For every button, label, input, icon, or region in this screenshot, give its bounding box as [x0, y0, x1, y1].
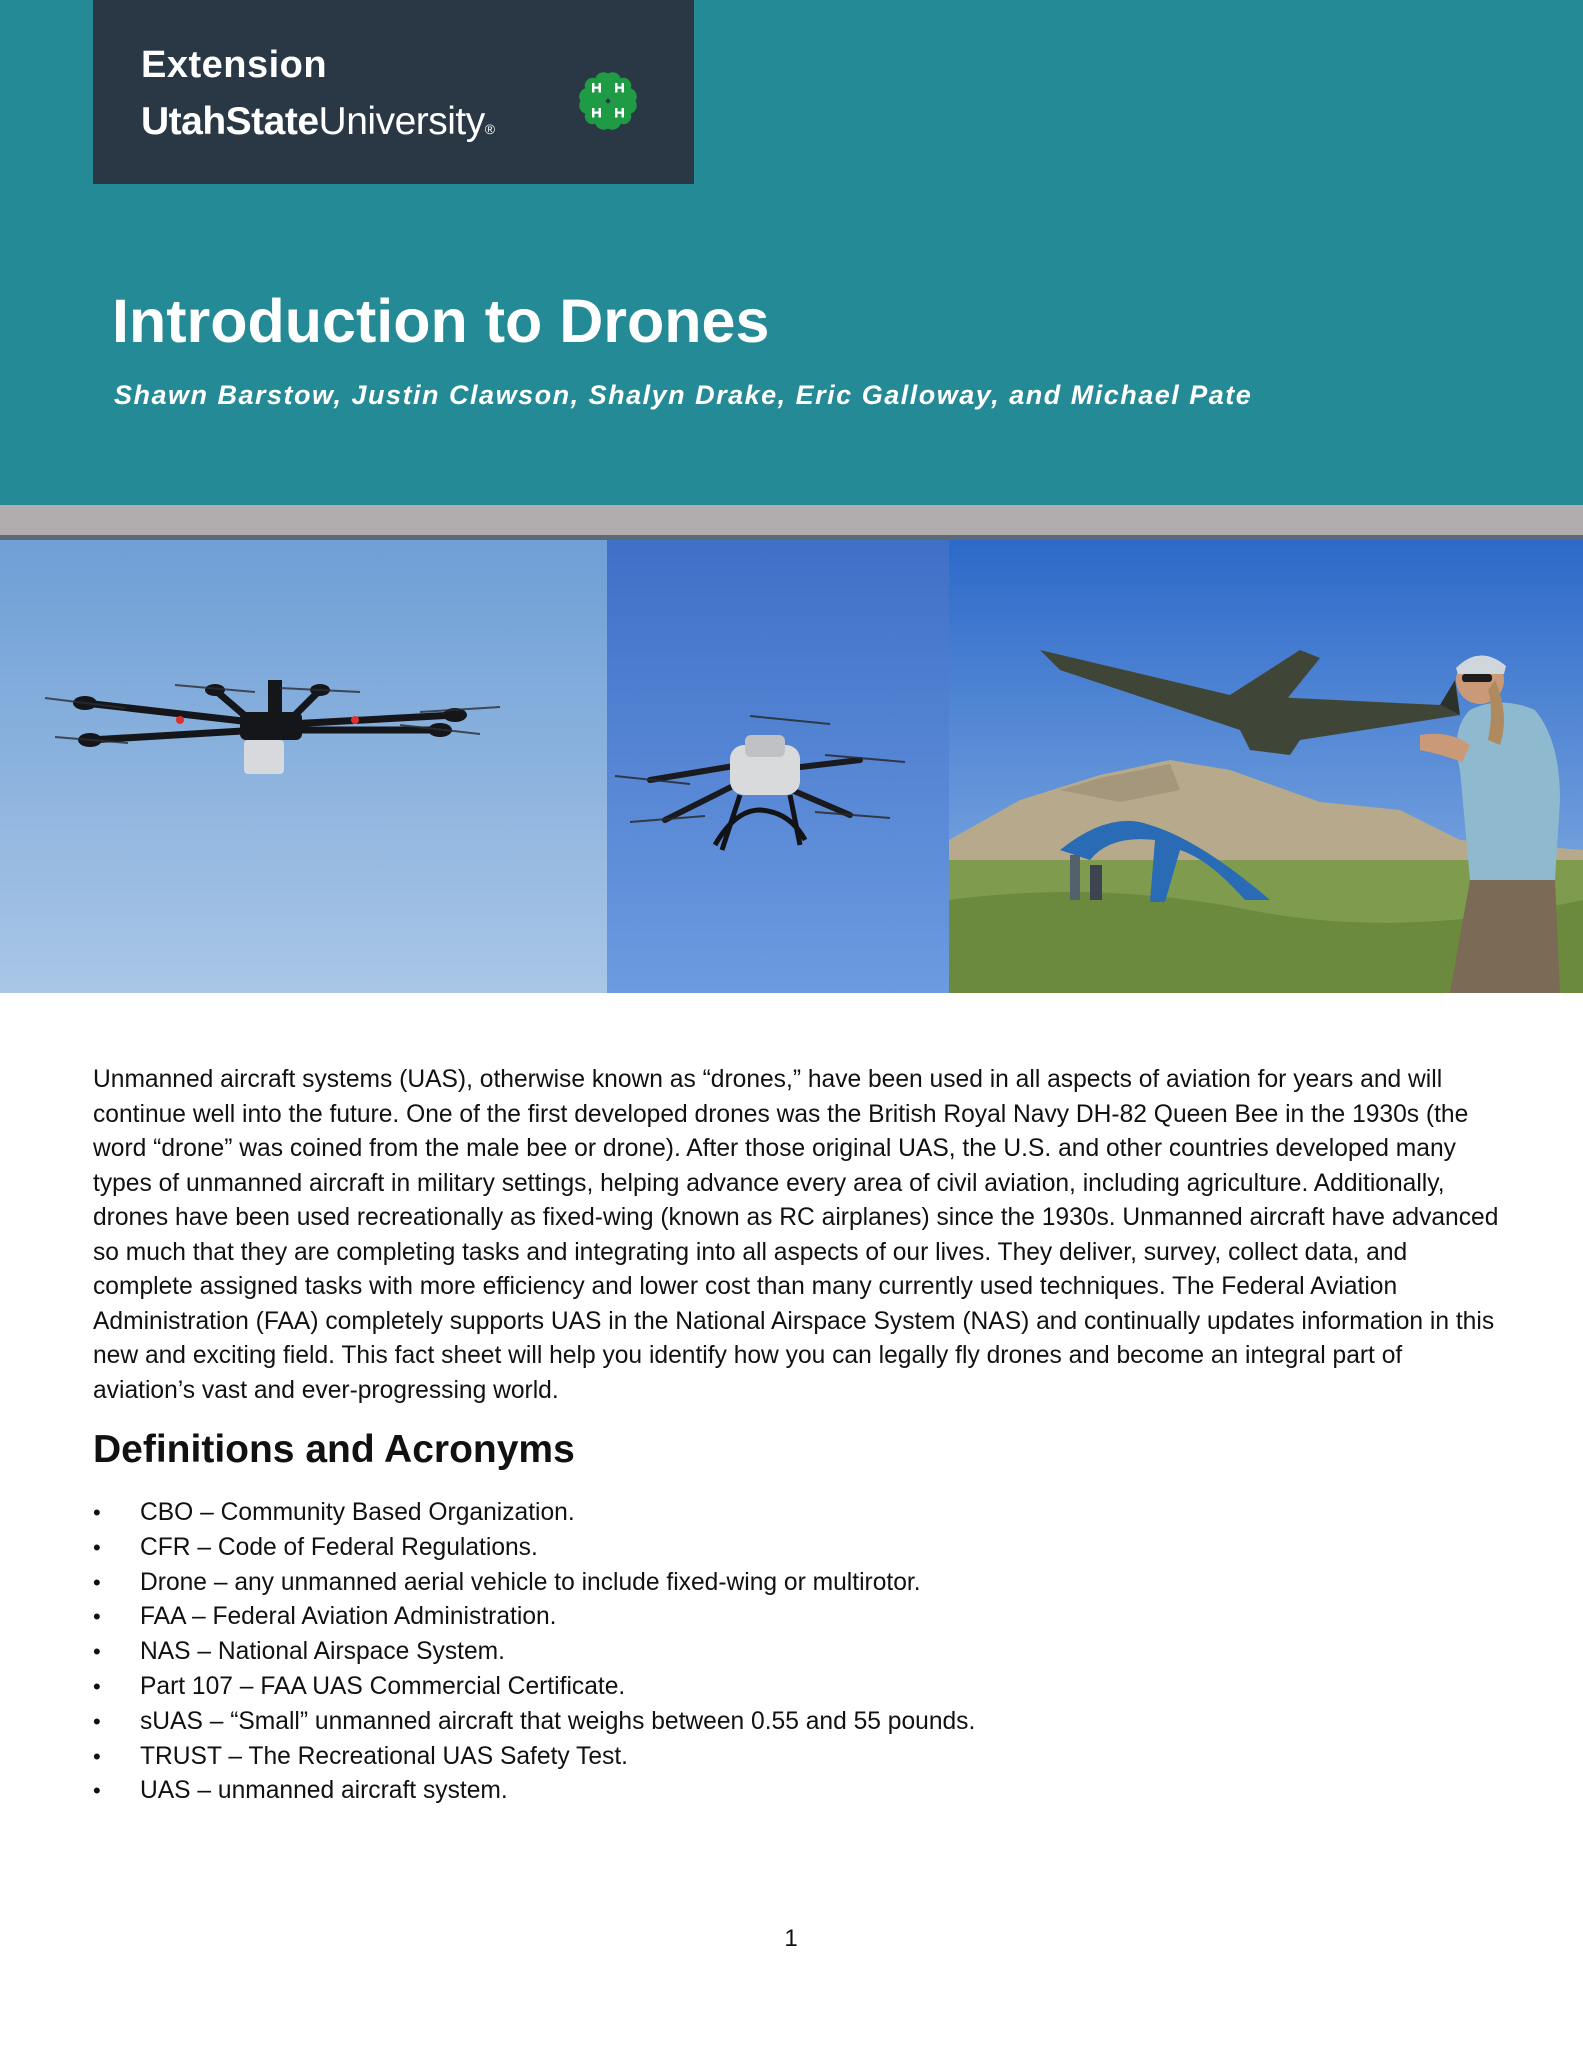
definition-text: sUAS – “Small” unmanned aircraft that weighs between 0.55 and 55 pounds.: [140, 1707, 976, 1735]
hexacopter-photo: [0, 540, 607, 993]
list-item: [93, 1531, 975, 1566]
logo-utahstate-text: UtahState: [141, 100, 319, 143]
bullet: •: [93, 1708, 101, 1734]
definition-text: CBO – Community Based Organization.: [140, 1499, 575, 1526]
intro-paragraph: Unmanned aircraft systems (UAS), otherwise known as “drones,” have been used in all aspects of aviation for years and will continue well into the future. One of the first developed drones was the British Royal Navy DH-82 Queen Bee in the 1930s (the word “drone” was coined from the male bee or drone). After those original UAS, the U.S. and other countries developed many types of unmanned aircraft in military settings, helping advance every area of civil aviation, including agriculture. Additionally, drones have been used recreationally as fixed-wing (known as RC airplanes) since the 1930s. Unmanned aircraft have advanced so much that they are completing tasks and integrating into all aspects of our lives. They deliver, survey, collect data, and complete assigned tasks with more efficiency and lower cost than many currently used techniques. The Federal Aviation Administration (FAA) completely supports UAS in the National Airspace System (NAS) and continually updates information in this new and exciting field. This fact sheet will help you identify how you can legally fly drones and become an integral part of aviation’s vast and ever-progressing world.: [93, 1066, 1499, 1404]
list-item: [93, 1670, 975, 1705]
gray-divider-band: [0, 505, 1583, 535]
4-h-clover-icon: [573, 66, 643, 136]
bullet: •: [93, 1778, 101, 1804]
bullet: •: [93, 1604, 101, 1630]
definition-text: UAS – unmanned aircraft system.: [140, 1777, 508, 1805]
logo-university-word: University: [318, 100, 485, 143]
bullet: •: [93, 1569, 101, 1595]
bullet: •: [93, 1673, 101, 1699]
definition-text: TRUST – The Recreational UAS Safety Test.: [140, 1742, 628, 1770]
document-title: Introduction to Drones: [112, 287, 770, 355]
document-authors: Shawn Barstow, Justin Clawson, Shalyn Drake, Eric Galloway, and Michael Pate: [114, 380, 1253, 410]
definitions-list: [93, 1496, 975, 1809]
spray-drone-photo: [607, 540, 949, 993]
usu-extension-logo: [93, 0, 694, 184]
definition-text: Drone – any unmanned aerial vehicle to include fixed-wing or multirotor.: [140, 1568, 921, 1596]
definition-text: NAS – National Airspace System.: [140, 1638, 505, 1666]
logo-extension-text: Extension: [141, 44, 328, 86]
definition-text: FAA – Federal Aviation Administration.: [140, 1603, 557, 1631]
list-item: [93, 1566, 975, 1601]
registered-mark: ®: [484, 121, 495, 137]
list-item: [93, 1740, 975, 1775]
definition-text: Part 107 – FAA UAS Commercial Certificate.: [140, 1672, 626, 1700]
bullet: •: [93, 1500, 101, 1525]
definition-text: CFR – Code of Federal Regulations.: [140, 1533, 538, 1561]
list-item: [93, 1496, 975, 1531]
list-item: [93, 1705, 975, 1740]
list-item: [93, 1635, 975, 1670]
bullet: •: [93, 1639, 101, 1665]
fixed-wing-drone-photo: [949, 540, 1583, 993]
bullet: •: [93, 1743, 101, 1769]
header-banner: [0, 0, 1583, 505]
logo-university-text: [141, 100, 495, 144]
bullet: •: [93, 1534, 101, 1560]
list-item: [93, 1600, 975, 1635]
definitions-heading: Definitions and Acronyms: [93, 1428, 575, 1471]
page-number: 1: [784, 1925, 798, 1952]
list-item: [93, 1774, 975, 1809]
drone-photo-strip: [0, 540, 1583, 993]
